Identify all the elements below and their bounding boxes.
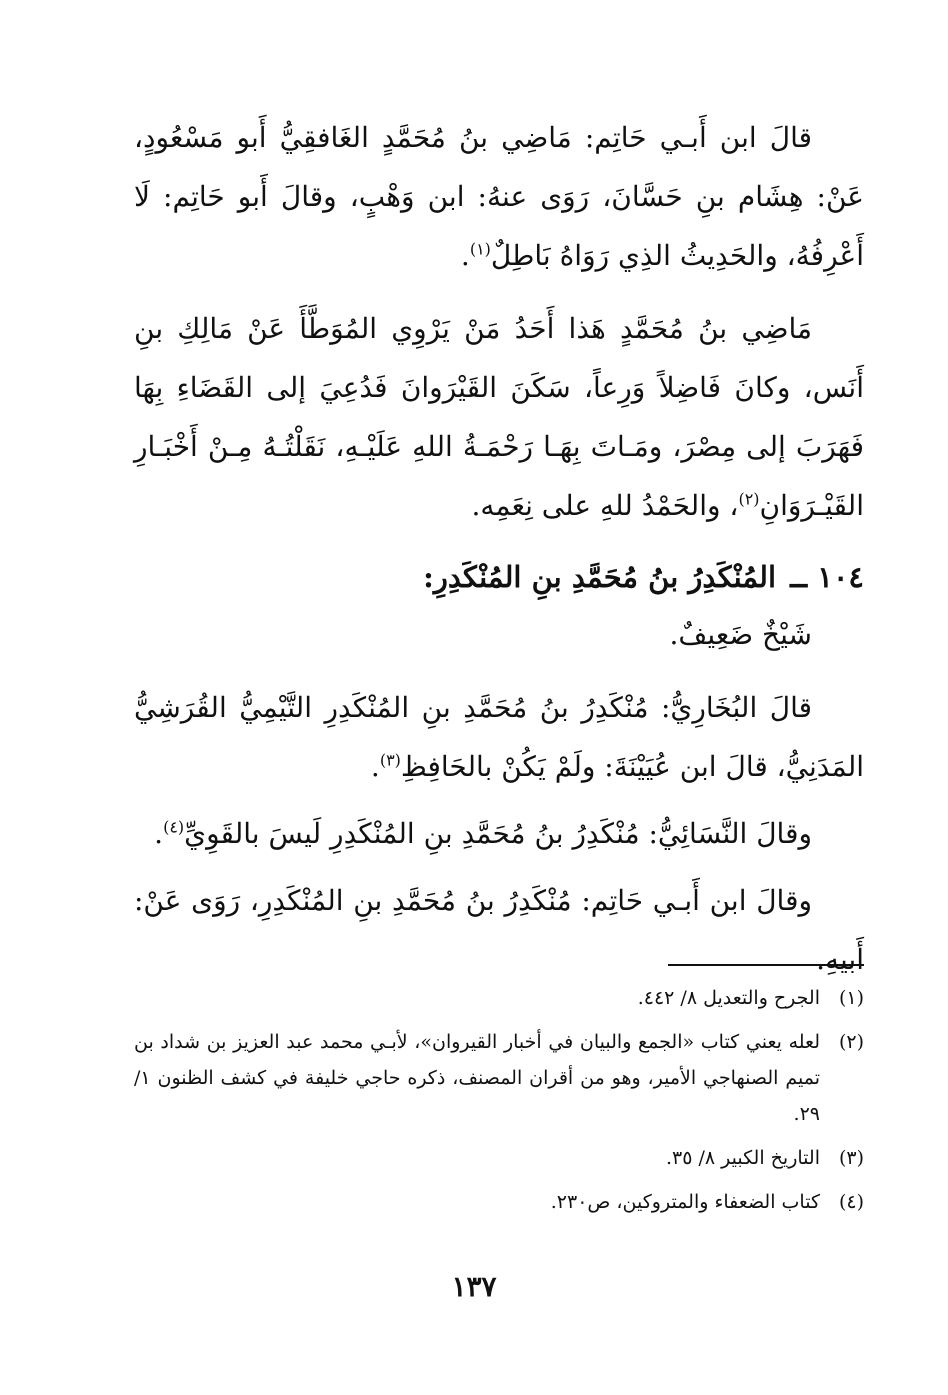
entry-heading [134,549,864,605]
footnote-number: (٢) [838,1031,864,1053]
footnote-text: لعله يعني كتاب «الجمع والبيان في أخبار القيروان»، لأبـي محمد عبد العزيز بن شداد بن تميم الصنهاجي الأمير، وهو من أقران المصنف، ذكره حاجي خليفة في كشف الظنون ١/ ٢٩. [134,1031,820,1125]
footnote-marker-4[interactable]: (٤) [163,817,185,837]
footnote-marker-2[interactable]: (٢) [738,489,760,509]
paragraph-madi-biography: مَاضِي بنُ مُحَمَّدٍ هَذا أَحَدُ مَنْ يَرْوِي المُوَطَّأَ عَنْ مَالِكِ بنِ أَنَس، وكانَ فَاضِلاً وَرِعاً، سَكَنَ القَيْرَوانَ فَدُعِيَ إلى القَضَاءِ بِهَا فَهَرَبَ إلى مِصْرَ، ومَـاتَ بِهَـا رَحْمَـةُ اللهِ عَلَيْـهِ، نَقَلْتُـهُ مِـنْ أَخْبَـارِ القَيْـرَوَانِ$^{(٢)}$، والحَمْدُ للهِ على نِعَمِه. [134,312,864,522]
footnote-marker-3[interactable]: (٣) [379,750,401,770]
entry-title: المُنْكَدِرُ بنُ مُحَمَّدِ بنِ المُنْكَدِرِ: [423,560,777,594]
entry-status: شَيْخٌ ضَعِيفٌ. [669,618,812,651]
footnote-text: كتاب الضعفاء والمتروكين، ص٢٣٠. [550,1191,820,1213]
paragraph-bukhari: قالَ البُخَارِيُّ: مُنْكَدِرُ بنُ مُحَمَّدِ بنِ المُنْكَدِرِ التَّيْمِيُّ القُرَشِيُّ المَدَنِيُّ، قالَ ابن عُيَيْنَةَ: ولَمْ يَكُنْ بالحَافِظِ$^{(٣)}$. [134,691,864,783]
footnote-4 [134,1184,864,1220]
page-number: ١٣٧ [451,1270,497,1303]
footnote-2 [134,1024,864,1132]
main-text [134,108,864,1003]
footnote-marker-1[interactable]: (١) [469,239,491,259]
footnote-number: (٤) [838,1191,864,1213]
entry-number: ١٠٤ ــ [790,560,864,594]
footnotes [134,980,864,1228]
paragraph-abi-hatim-madi: قالَ ابن أَبـي حَاتِم: مَاضِي بنُ مُحَمَّدٍ الغَافقِيُّ أَبو مَسْعُودٍ، عَنْ: هِشَام بنِ حَسَّانَ، رَوَى عنهُ: ابن وَهْبٍ، وقالَ أَبو حَاتِم: لَا أَعْرِفُهُ، والحَدِيثُ الذِي رَوَاهُ بَاطِلٌ$^{(١)}$. [134,121,864,272]
footnote-3 [134,1140,864,1176]
footnote-number: (٣) [838,1147,864,1169]
footnote-text: التاريخ الكبير ٨/ ٣٥. [665,1147,820,1169]
footnote-1 [134,980,864,1016]
paragraph-abi-hatim-munkadir: وقالَ ابن أَبـي حَاتِم: مُنْكَدِرُ بنُ مُحَمَّدِ بنِ المُنْكَدِرِ، رَوَى عَنْ: أَبيهِ. [134,884,864,976]
footnote-number: (١) [838,987,864,1009]
footnote-text: الجرح والتعديل ٨/ ٤٤٢. [637,987,820,1009]
footnote-separator [668,964,864,966]
paragraph-nasai: وقالَ النَّسَائِيُّ: مُنْكَدِرُ بنُ مُحَمَّدِ بنِ المُنْكَدِرِ لَيسَ بالقَوِيِّ$^{(٤)}$. [154,817,812,850]
